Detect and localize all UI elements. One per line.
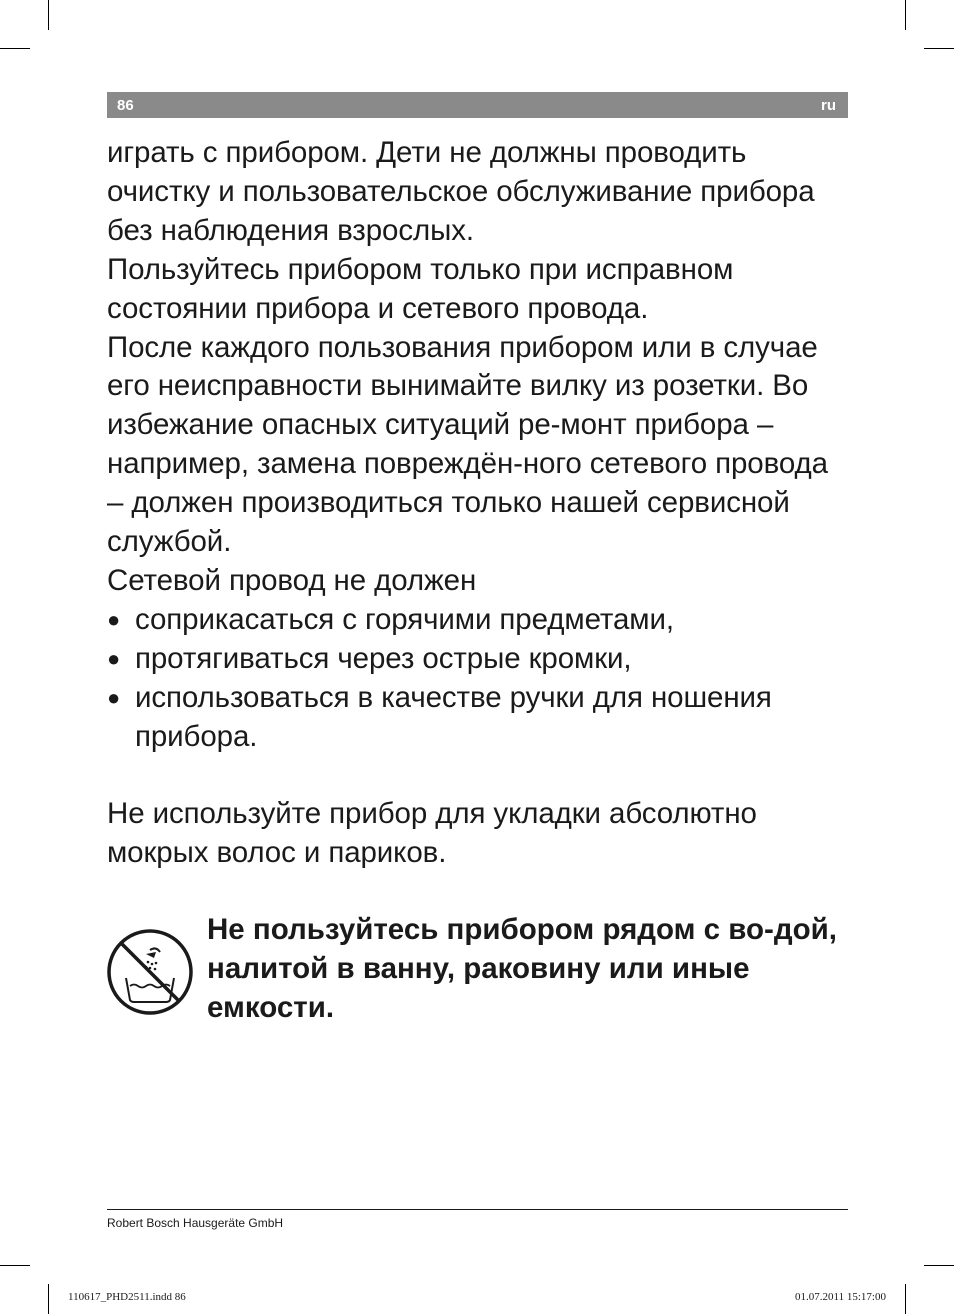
paragraph: играть с прибором. Дети не должны проводить очистку и пользовательское обслуживание прибора без наблюдения взрослых. — [107, 136, 815, 247]
bullet-list — [107, 601, 852, 757]
warning-paragraph: Не пользуйтесь прибором рядом с во-дой, налитой в ванну, раковину или иные емкости. — [207, 913, 837, 1024]
crop-mark — [48, 1284, 49, 1314]
list-item — [107, 679, 852, 757]
page-number: 86 — [117, 97, 134, 114]
print-slug-file: 110617_PHD2511.indd 86 — [68, 1291, 186, 1303]
main-content — [107, 134, 852, 873]
crop-mark — [924, 48, 954, 49]
print-slug-date: 01.07.2011 15:17:00 — [795, 1291, 886, 1303]
footer-company: Robert Bosch Hausgeräte GmbH — [107, 1216, 284, 1230]
crop-mark — [48, 0, 49, 30]
crop-mark — [905, 0, 906, 30]
paragraph: Пользуйтесь прибором только при исправном состоянии прибора и сетевого провода. — [107, 252, 734, 325]
list-item — [107, 601, 852, 640]
spacer — [107, 757, 852, 796]
page-header — [107, 92, 848, 118]
list-item-text: использоваться в качестве ручки для ношения прибора. — [135, 680, 772, 753]
warning-text — [207, 911, 852, 1028]
no-water-icon — [106, 928, 194, 1016]
crop-mark — [924, 1265, 954, 1266]
crop-mark — [905, 1284, 906, 1314]
list-item — [107, 640, 852, 679]
paragraph: Сетевой провод не должен — [107, 563, 477, 597]
paragraph: После каждого пользования прибором или в случае его неисправности вынимайте вилку из розетки. Во избежание опасных ситуаций ре-монт прибора – например, замена повреждён-ного сетевого провода – должен производиться только нашей сервисной службой. — [107, 330, 828, 559]
language-code: ru — [821, 97, 836, 114]
footer-divider — [107, 1209, 848, 1210]
bullet-icon: ● — [107, 606, 121, 632]
list-item-text: соприкасаться с горячими предметами, — [135, 602, 674, 636]
paragraph: Не используйте прибор для укладки абсолютно мокрых волос и париков. — [107, 797, 757, 870]
crop-mark — [0, 48, 30, 49]
list-item-text: протягиваться через острые кромки, — [135, 641, 632, 675]
bullet-icon: ● — [107, 645, 121, 671]
bullet-icon: ● — [107, 684, 121, 710]
crop-mark — [0, 1265, 30, 1266]
